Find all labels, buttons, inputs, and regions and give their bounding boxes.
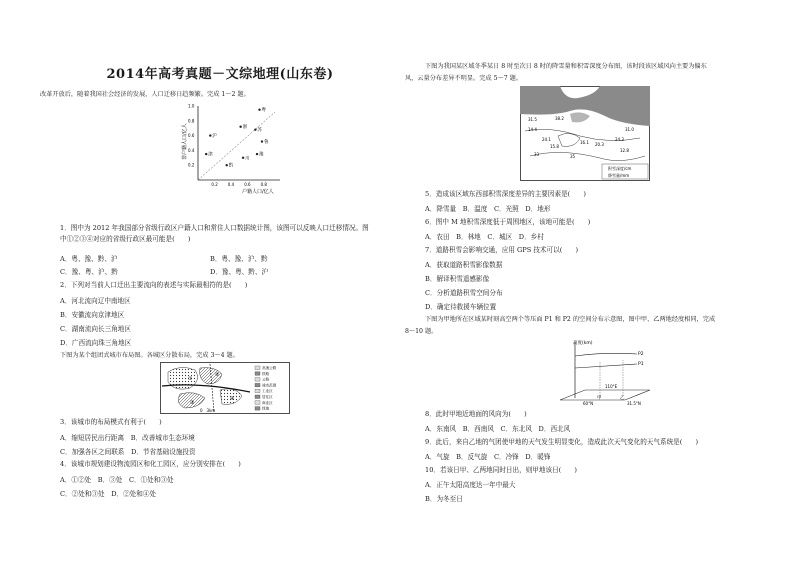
intro-q1-2: 改革开放后，随着我国社会经济的发展，人口迁移日趋频繁。完成 1～2 题。	[40, 91, 250, 98]
intro-q5-7: 下图为我国某区域冬季某日 8 时至次日 8 时的降雪量和积雪深度分布图，该时段该区域风向主要为偏东	[425, 63, 707, 70]
fig3-value: 14.4	[528, 127, 537, 132]
fig3-value: 35	[570, 154, 576, 159]
fig2-marker-1: ①	[188, 376, 193, 382]
fig1-y-tick: 0.4	[188, 147, 195, 153]
q8-options: A．东南风 B．西南风 C．东北风 D．西北风	[425, 425, 571, 433]
fig3-value: 12.8	[620, 148, 629, 153]
fig2-legend-swatch	[255, 366, 260, 370]
fig3-value: 31.0	[625, 127, 634, 132]
fig2-legend-label: 公路	[262, 377, 270, 382]
fig2-legend-swatch	[255, 395, 260, 399]
population-scatter-figure	[180, 100, 290, 195]
q2-option-c: C．湖南流向长三角地区	[60, 325, 131, 333]
question-1: 1．图中为 2012 年我国部分省级行政区户籍人口和常住人口数据统计图，该图可以反映人口迁移情况。图	[60, 224, 369, 232]
question-4: 4．该城市规划建设物流园区和化工园区，应分别安排在( )	[60, 460, 241, 468]
fig1-y-tick: 1.0	[188, 103, 195, 109]
fig4-yi: 乙	[620, 396, 625, 401]
fig4-p2: P2	[638, 352, 644, 357]
fig2-legend-swatch	[255, 378, 260, 382]
q2-option-b: B．安徽流向京津地区	[60, 311, 125, 319]
fig2-legend-swatch	[255, 389, 260, 393]
question-3: 3．该城市的布局模式有利于( )	[60, 418, 162, 426]
fig1-point-label: 川	[245, 156, 250, 162]
q1-option-d: D．豫、粤、黔、沪	[210, 268, 269, 276]
q6-options: A．农田 B．林地 C．城区 D．乡村	[425, 233, 544, 241]
fig2-legend-label: 居住区	[262, 395, 273, 399]
fig1-point	[239, 126, 241, 128]
fig1-xlabel: 户籍人口/亿人	[242, 189, 274, 195]
question-9: 9．此后，来自乙地的气团使甲地的天气发生明显变化，造成此次天气变化的天气系统是( )	[425, 438, 699, 446]
fig2-legend-swatch	[255, 372, 260, 376]
fig1-point	[226, 164, 228, 166]
q10-option-b: B．为冬至日	[425, 495, 463, 503]
fig2-legend-label: 铁路	[262, 371, 270, 376]
fig1-point-label: 鲁	[263, 140, 269, 146]
q7-option-a: A．获取道路积雪影像数据	[425, 261, 503, 269]
fig1-point-label: 浙	[242, 125, 248, 131]
fig2-legend-swatch	[255, 407, 260, 411]
fig1-x-tick: 0.4	[227, 182, 235, 187]
q1-option-a: A．粤、豫、黔、沪	[60, 255, 118, 263]
fig1-x-tick: 0.8	[260, 182, 267, 187]
question-8: 8．此时甲地近地面的风向为( )	[425, 410, 527, 418]
fig1-point-label: 苏	[257, 128, 262, 134]
q3-option-cd: C．加强各区之间联系 D．节省基础设施投资	[60, 448, 196, 456]
fig4-jia: 甲	[597, 396, 602, 401]
fig3-value: 33	[534, 152, 540, 157]
isobaric-surface-figure	[555, 338, 655, 408]
fig3-legend-2: 降雪量/mm	[608, 173, 630, 178]
fig1-y-tick: 0.8	[188, 118, 195, 124]
page-title: 2014年高考真题－文综地理(山东卷)	[106, 67, 334, 82]
fig1-point	[256, 153, 258, 155]
fig1-point-label: 沪	[212, 134, 217, 140]
q4-option-cd: C．②处和③处 D．②处和④处	[60, 490, 157, 498]
fig1-point-label: 豫	[259, 152, 264, 158]
question-10: 10．若该日甲、乙两地同时日出，则甲地该日( )	[425, 466, 578, 474]
question-6: 6．图中 M 地积雪深度低于周围地区，该地可能是( )	[425, 218, 591, 226]
fig2-scale: 0 3km	[200, 408, 216, 413]
intro-q8-10-cont: 8～10 题。	[405, 328, 438, 335]
fig1-point	[242, 157, 244, 159]
fig4-right-lat: 31.5°N	[627, 401, 641, 406]
q4-option-ab: A．①②处 B．③处 C．①处和③处	[60, 476, 174, 484]
fig2-legend-swatch	[255, 401, 260, 405]
fig1-y-tick: 0.6	[188, 133, 195, 139]
fig3-value: 15.8	[550, 144, 559, 149]
question-7: 7．道路积雪会影响交通，应用 GPS 技术可以( )	[425, 246, 579, 254]
q7-option-b: B．解译积雪遥感影像	[425, 275, 490, 283]
fig2-legend-label: 绿地	[262, 406, 270, 411]
fig3-value: 16.1	[580, 140, 589, 145]
fig4-left-lat: 60°N	[583, 401, 594, 406]
fig2-marker-3: ③	[190, 400, 195, 406]
fig4-lon: 110°E	[605, 384, 618, 389]
fig1-ylabel: 非户籍人口/亿人	[182, 123, 188, 160]
q7-option-d: D．确定待救援车辆位置	[425, 303, 497, 311]
fig3-value: 31.5	[528, 117, 537, 122]
q2-option-d: D．广西流向珠三角地区	[60, 339, 132, 347]
city-layout-figure	[160, 362, 290, 414]
intro-q5-7-cont: 风，云量分布差异不明显。完成 5～7 题。	[405, 75, 522, 82]
q10-option-a: A．正午太阳高度达一年中最大	[425, 481, 516, 489]
fig2-legend-label: 商业区	[262, 400, 273, 405]
fig2-legend-label: 城市范围	[262, 383, 277, 388]
fig1-x-tick: 0.6	[244, 182, 251, 187]
fig1-point	[209, 134, 211, 136]
fig1-point	[254, 128, 256, 130]
q7-option-c: C．分析道路积雪空间分布	[425, 289, 503, 297]
fig2-marker-2: ②	[215, 372, 220, 378]
question-1-cont: 中①②③④对应的省级行政区最可能是( )	[60, 235, 191, 243]
fig1-point-label: 津	[208, 152, 213, 158]
fig1-point	[205, 153, 207, 155]
q3-option-ab: A．缩短居民出行距离 B．改善城市生态环境	[60, 434, 195, 442]
fig1-point	[258, 109, 260, 111]
fig3-value: 20.3	[595, 142, 604, 147]
fig2-legend-label: 工业区	[262, 389, 273, 394]
fig4-axis-label: 高度(km)	[573, 341, 593, 346]
fig2-legend-label: 高速公路	[262, 366, 277, 370]
fig1-point-label: 粤	[261, 108, 266, 114]
fig1-y-tick: 0.2	[188, 162, 195, 168]
fig3-legend-1: 积雪深度/cm	[608, 166, 632, 171]
q5-options: A．降雪量 B．温度 C．光照 D．地形	[425, 205, 551, 213]
fig2-legend-swatch	[255, 383, 260, 387]
question-2: 2．下列对当前人口迁出主要流向的表述与实际最相符的是( )	[60, 281, 248, 289]
fig3-value: 24.3	[615, 137, 624, 142]
fig1-point	[261, 140, 263, 142]
snow-depth-map-figure	[520, 86, 650, 181]
q9-options: A．气旋 B．反气旋 C．冷锋 D．暖锋	[425, 453, 551, 461]
q1-option-c: C．豫、粤、沪、黔	[60, 268, 118, 276]
question-5: 5．造成该区域东西部积雪深度差异的主要因素是( )	[425, 190, 586, 198]
fig3-value: 38.2	[555, 116, 564, 121]
fig4-p1: P1	[638, 362, 644, 367]
intro-q3-4: 下图为某个组团式城市布局图。各城区分散布局，完成 3～4 题。	[60, 352, 239, 359]
q1-option-b: B．粤、豫、沪、黔	[210, 255, 268, 263]
fig3-value: 24.1	[542, 137, 551, 142]
fig1-point-label: 黔	[228, 163, 234, 169]
q2-option-a: A．河北流向辽中南地区	[60, 297, 131, 305]
intro-q8-10: 下图为甲地所在区域某时刻高空两个等压面 P1 和 P2 的空间分布示意图，图中甲、乙两地经度相同，完成	[425, 316, 716, 323]
fig2-marker-4: ④	[230, 396, 235, 402]
fig1-x-tick: 0.2	[211, 182, 218, 187]
